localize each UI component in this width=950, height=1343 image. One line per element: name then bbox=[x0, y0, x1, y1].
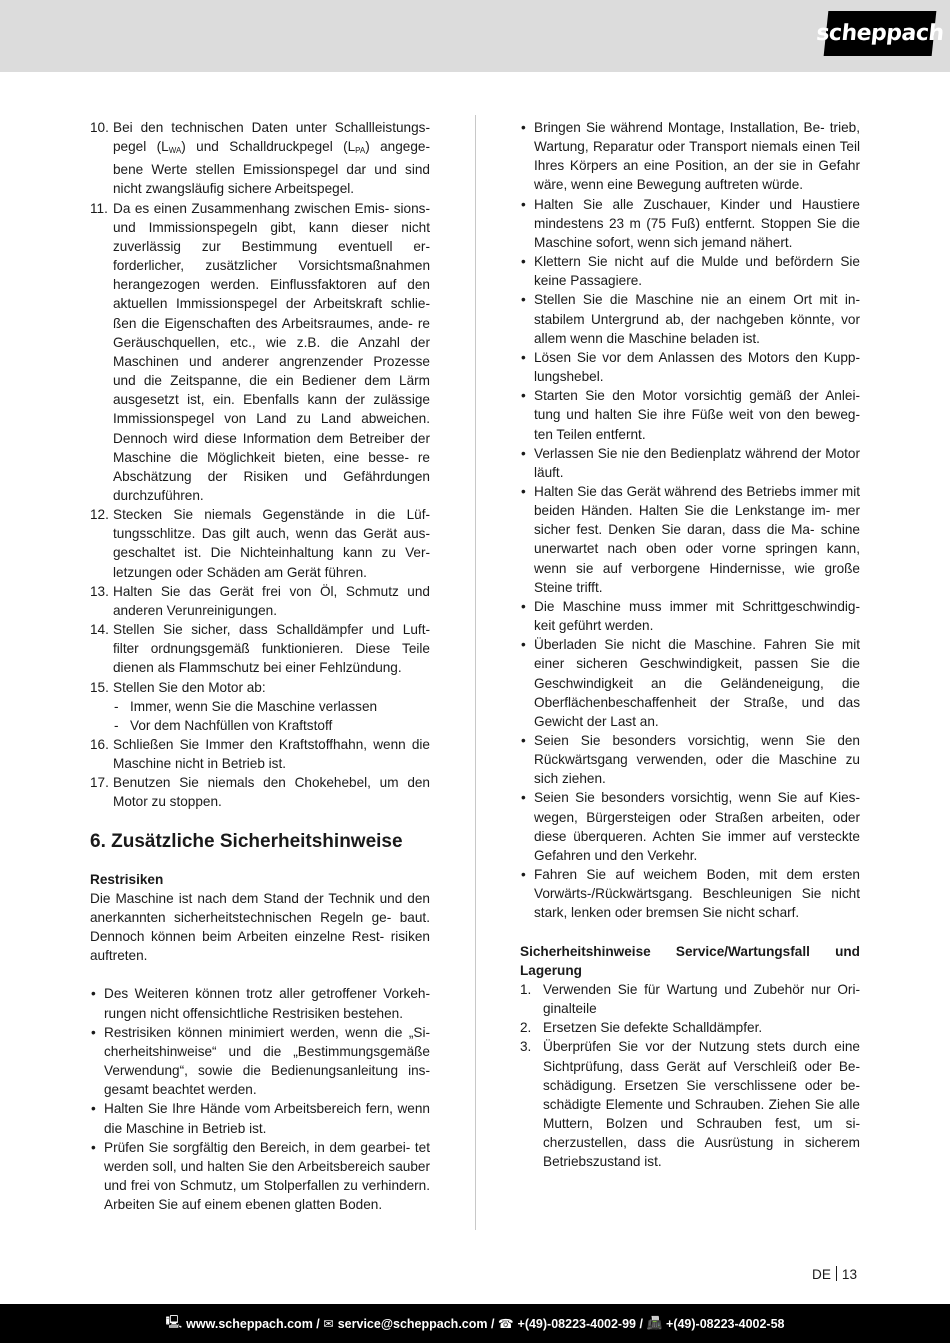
sub-item-text: Vor dem Nachfüllen von Kraftstoff bbox=[130, 717, 333, 733]
sub-list-item bbox=[90, 716, 430, 735]
item-text: Benutzen Sie niemals den Chokehebel, um den Motor zu stoppen. bbox=[113, 775, 430, 810]
sub-item-text: Immer, wenn Sie die Maschine verlassen bbox=[130, 698, 378, 714]
bullet-item: • Starten Sie den Motor vorsichtig gemäß der Anlei- tung und halten Sie ihre Füße weit von den beweg- ten Teilen entfernt. bbox=[520, 386, 860, 443]
item-number: 13. bbox=[90, 583, 109, 599]
bullet-item: • Restrisiken können minimiert werden, wenn die „Si- cherheitshinweise“ und die „Bestimmungsgemäße Verwendung“, sowie die Bedienungsanleitung ins- gesamt beachtet werden. bbox=[90, 1023, 430, 1100]
bullet-item: • Halten Sie Ihre Hände vom Arbeitsbereich fern, wenn die Maschine in Betrieb ist. bbox=[90, 1099, 430, 1137]
numbered-list bbox=[90, 118, 430, 697]
page-number bbox=[812, 1266, 857, 1282]
item-text: Halten Sie das Gerät frei von Öl, Schmutz und anderen Verunreinigungen. bbox=[113, 583, 430, 618]
item-number: 17. bbox=[90, 775, 109, 791]
item-number: 1. bbox=[520, 981, 532, 997]
page-num: 13 bbox=[841, 1267, 858, 1282]
item-number: 14. bbox=[90, 622, 109, 638]
bullet-item: • Verlassen Sie nie den Bedienplatz während der Motor läuft. bbox=[520, 444, 860, 482]
bullet-item: • Die Maschine muss immer mit Schrittgeschwindig- keit geführt werden. bbox=[520, 597, 860, 635]
numbered-list-continued bbox=[90, 735, 430, 812]
left-column bbox=[90, 118, 430, 1214]
list-item bbox=[90, 773, 430, 811]
bullet-item: • Seien Sie besonders vorsichtig, wenn Sie auf Kies- wegen, Bürgersteigen oder Straßen arbeiten, oder diese überqueren. Achten Sie immer auf versteckte Gefahren und den Verkehr. bbox=[520, 788, 860, 865]
bullet-item: • Seien Sie besonders vorsichtig, wenn Sie den Rückwärtsgang verwenden, oder die Maschine zu sich ziehen. bbox=[520, 731, 860, 788]
item-number: 11. bbox=[90, 200, 108, 216]
service-list-item bbox=[520, 980, 860, 1018]
service-list-item bbox=[520, 1018, 860, 1037]
list-item bbox=[90, 735, 430, 773]
footer-mail[interactable]: service@scheppach.com / bbox=[337, 1316, 495, 1331]
bullet-item: • Klettern Sie nicht auf die Mulde und befördern Sie keine Passagiere. bbox=[520, 252, 860, 290]
bullet-item: • Prüfen Sie sorgfältig den Bereich, in dem gearbei- tet werden soll, und halten Sie den Arbeitsbereich sauber und frei von Schmutz, um Stolperfallen zu verhindern. Arbeiten Sie auf einem ebenen glatten Boden. bbox=[90, 1138, 430, 1215]
item-text: Stellen Sie den Motor ab: bbox=[113, 679, 266, 695]
mail-icon: ✉ bbox=[323, 1317, 334, 1331]
list-item bbox=[90, 199, 430, 506]
service-list-item bbox=[520, 1037, 860, 1171]
sub-list-item bbox=[90, 697, 430, 716]
fax-icon: 📠 bbox=[646, 1316, 663, 1330]
bullet-item: • Halten Sie das Gerät während des Betriebs immer mit beiden Händen. Halten Sie die Lenkstange im- mer sicher fest. Denken Sie daran, dass die Ma- schine unerwartet nach oben oder vorne springen kann, wenn sie auf verborgene Hindernisse, wie große Steine trifft. bbox=[520, 482, 860, 597]
bullet-item: • Überladen Sie nicht die Maschine. Fahren Sie mit einer sicheren Geschwindigkeit, passen Sie die Geschwindigkeit an die Geländeneigung, die Oberflächenbeschaffenheit der Straße, und das Gewicht der Last an. bbox=[520, 635, 860, 731]
column-divider bbox=[475, 115, 476, 1230]
item-number: 12. bbox=[90, 507, 109, 523]
bullet-item: • Stellen Sie die Maschine nie an einem Ort mit in- stabilem Untergrund ab, der nachgeben könnte, vor allem wenn die Maschine beladen ist. bbox=[520, 290, 860, 347]
bullet-item: • Halten Sie alle Zuschauer, Kinder und Haustiere mindestens 23 m (75 Fuß) entfernt. Stoppen Sie die Maschine sofort, wenn sich jemand nähert. bbox=[520, 195, 860, 252]
item-text: Überprüfen Sie vor der Nutzung stets durch eine Sichtprüfung, dass Gerät auf Verschleiß oder Be- schädigung. Ersetzen Sie verschlissene oder be- schädigte Elemente und Schrauben. Ziehen Sie alle Muttern, Bolzen und Schrauben fest, um si- cherzustellen, dass die Ausrüstung in sicherem Betriebszustand ist. bbox=[543, 1039, 860, 1170]
bullet-list-right bbox=[520, 118, 860, 923]
monitor-icon: 🖳 bbox=[165, 1315, 183, 1329]
bullet-item: • Fahren Sie auf weichem Boden, mit dem ersten Vorwärts-/Rückwärtsgang. Beschleunigen Sie nicht stark, lenken oder bremsen Sie nicht scharf. bbox=[520, 865, 860, 922]
footer-web[interactable]: www.scheppach.com / bbox=[186, 1316, 320, 1331]
bullet-list bbox=[90, 984, 430, 1214]
restrisiken-title: Restrisiken bbox=[90, 871, 164, 887]
item-text: Ersetzen Sie defekte Schalldämpfer. bbox=[543, 1020, 763, 1036]
footer-phone: +(49)-08223-4002-99 / bbox=[517, 1316, 643, 1331]
list-item bbox=[90, 118, 430, 199]
restrisiken-paragraph: Die Maschine ist nach dem Stand der Technik und den anerkannten sicherheitstechnischen Regeln ge- baut. Dennoch können beim Arbeiten einzelne Rest- risiken auftreten. bbox=[90, 890, 430, 964]
footer-bar bbox=[0, 1304, 950, 1343]
item-text: Da es einen Zusammenhang zwischen Emis- sions- und Immissionspegeln gibt, kann dieser nicht zuverlässig zur Bestimmung eventuell er- forderlicher, zusätzlicher Vorsichtsmaßnahmen herangezogen werden. Einflussfaktoren auf den aktuellen Immissionspegel der Arbeitskraft schlie- ßen die Eigenschaften des Arbeitsraumes, ande- re Geräuschquellen, etc., wie z.B. die Anzahl der Maschinen und anderer angrenzender Prozesse und die Zeitspanne, die ein Bediener dem Lärm ausgesetzt ist, ein. Ebenfalls kann der zulässige Immissionspegel von Land zu Land abweichen. Dennoch wird diese Information dem Betreiber der Maschine die Möglichkeit bieten, eine besse- re Abschätzung der Risiken und Gefährdungen durchzuführen. bbox=[113, 200, 430, 503]
item-number: 10. bbox=[90, 120, 109, 135]
list-item bbox=[90, 620, 430, 677]
item-number: 16. bbox=[90, 737, 109, 752]
dash-marker: - bbox=[114, 717, 119, 733]
item-number: 3. bbox=[520, 1039, 532, 1055]
item-text: Stellen Sie sicher, dass Schalldämpfer und Luft- filter ordnungsgemäß funktionieren. Diese Teile dienen als Flammschutz bei einer Fehlzündung. bbox=[113, 622, 430, 676]
footer-fax: +(49)-08223-4002-58 bbox=[666, 1316, 785, 1331]
header-bar bbox=[0, 0, 950, 72]
list-item bbox=[90, 678, 430, 697]
section-heading: 6. Zusätzliche Sicherheitshinweise bbox=[90, 830, 403, 852]
bullet-item: • Des Weiteren können trotz aller getroffener Vorkeh- rungen nicht offensichtliche Restrisiken bestehen. bbox=[90, 984, 430, 1022]
item-number: 15. bbox=[90, 679, 109, 695]
item-number: 2. bbox=[520, 1020, 532, 1036]
bullet-item: • Bringen Sie während Montage, Installation, Be- trieb, Wartung, Reparatur oder Transport niemals einen Teil Ihres Körpers an eine Position, an der sie in Gefahr wäre, wenn eine Bewegung auftreten würde. bbox=[520, 118, 860, 195]
phone-icon: ☎ bbox=[497, 1317, 514, 1331]
sub-list bbox=[90, 697, 430, 735]
bullet-item: • Lösen Sie vor dem Anlassen des Motors den Kupp- lungshebel. bbox=[520, 348, 860, 386]
service-heading: Sicherheitshinweise Service/Wartungsfall und Lagerung bbox=[520, 943, 860, 978]
dash-marker: - bbox=[114, 698, 119, 714]
page-lang: DE bbox=[812, 1267, 831, 1282]
right-column bbox=[520, 118, 860, 1171]
list-item bbox=[90, 582, 430, 620]
item-text: Verwenden Sie für Wartung und Zubehör nur Ori- ginalteile bbox=[543, 981, 860, 1017]
list-item bbox=[90, 505, 430, 582]
brand-logo: scheppach bbox=[824, 11, 937, 56]
item-text: Stecken Sie niemals Gegenstände in die Lüf- tungsschlitze. Das gilt auch, wenn das Gerät aus- geschaltet ist. Die Nichteinhaltung kann zu Ver- letzungen oder Schäden am Gerät führen. bbox=[113, 507, 430, 580]
item-text: Bei den technischen Daten unter Schallleistungs- pegel $(L_{WA})$ und Schalldruckpegel $(L_{PA})$ angege- bene Werte stellen Emissionspegel dar und sind nicht zwangsläufig sichere Arbeitspegel. bbox=[113, 120, 430, 197]
service-list bbox=[520, 980, 860, 1172]
item-text: Schließen Sie Immer den Kraftstoffhahn, wenn die Maschine nicht in Betrieb ist. bbox=[113, 737, 430, 772]
